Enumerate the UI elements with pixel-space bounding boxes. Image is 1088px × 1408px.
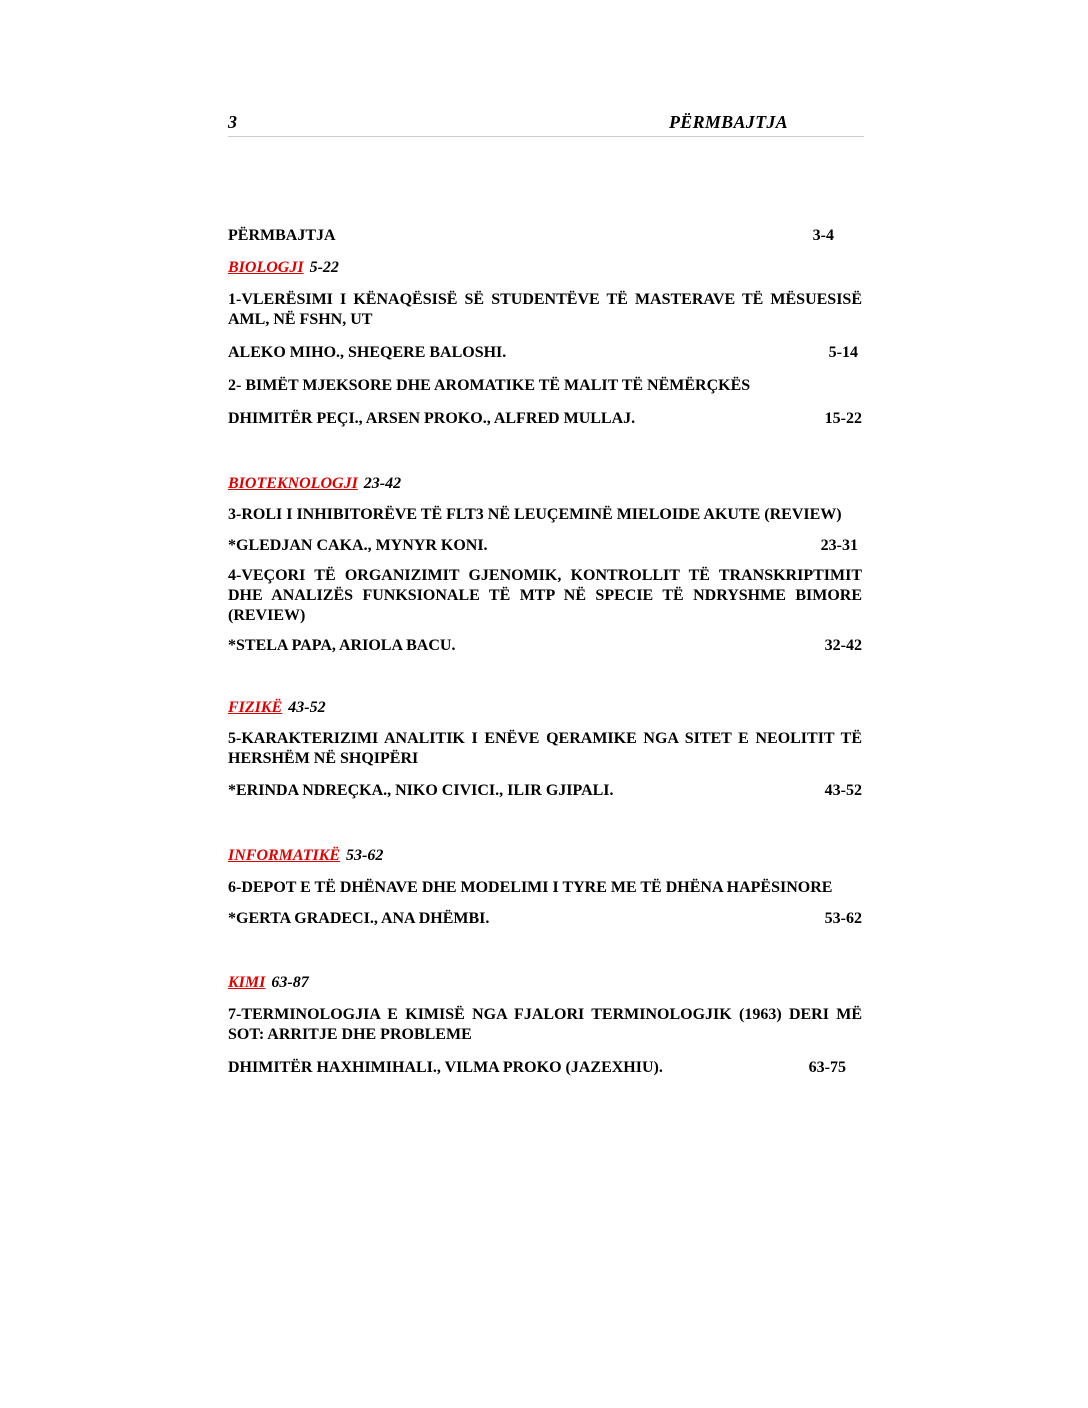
section-range: 53-62: [346, 847, 384, 864]
article-pages: 5-14: [828, 344, 858, 361]
article-authors: *ERINDA NDREÇKA., NIKO CIVICI., ILIR GJIPALI.: [228, 782, 614, 799]
article-byline: [228, 343, 862, 363]
section-heading-informatike: [228, 846, 862, 866]
article-byline: [228, 636, 862, 656]
table-of-contents: [228, 226, 862, 1078]
section-heading-fizike: [228, 698, 862, 718]
article-byline: [228, 409, 862, 429]
article-pages: 15-22: [824, 410, 862, 427]
article-title[interactable]: 4-VEÇORI TË ORGANIZIMIT GJENOMIK, KONTROLLIT TË TRANSKRIPTIMIT DHE ANALIZËS FUNKSIONALE TË MTP NË SPECIE TË NDRYSHME BIMORE (REVIEW): [228, 567, 862, 624]
section-range: 5-22: [309, 259, 339, 276]
article-authors: ALEKO MIHO., SHEQERE BALOSHI.: [228, 344, 507, 361]
running-title: PËRMBAJTJA: [668, 112, 788, 132]
article-pages: 23-31: [820, 537, 858, 554]
section-name: FIZIKË: [228, 699, 283, 716]
article-authors: *STELA PAPA, ARIOLA BACU.: [228, 637, 456, 654]
article-authors: DHIMITËR PEÇI., ARSEN PROKO., ALFRED MULLAJ.: [228, 410, 636, 427]
page-header: [228, 112, 864, 137]
article-pages: 53-62: [824, 910, 862, 927]
article-authors: *GLEDJAN CAKA., MYNYR KONI.: [228, 537, 488, 554]
section-name: BIOLOGJI: [228, 259, 304, 276]
article-byline: [228, 536, 862, 556]
section-heading-biologji: [228, 258, 862, 278]
article-authors: *GERTA GRADECI., ANA DHËMBI.: [228, 910, 490, 927]
section-name: INFORMATIKË: [228, 847, 341, 864]
section-range: 63-87: [271, 974, 309, 991]
section-range: 23-42: [363, 475, 402, 492]
section-name: BIOTEKNOLOGJI: [228, 475, 358, 492]
section-range: 43-52: [288, 699, 326, 716]
article-title[interactable]: 3-ROLI I INHIBITORËVE TË FLT3 NË LEUÇEMINË MIELOIDE AKUTE (REVIEW): [228, 506, 842, 523]
section-heading-kimi: [228, 973, 862, 993]
page-number: 3: [228, 112, 237, 132]
article-pages: 32-42: [824, 637, 862, 654]
section-name: KIMI: [228, 974, 266, 991]
article-byline: [228, 781, 862, 801]
article-byline: [228, 909, 862, 929]
article-title[interactable]: 7-TERMINOLOGJIA E KIMISË NGA FJALORI TERMINOLOGJIK (1963) DERI MË SOT: ARRITJE DHE PROBLEME: [228, 1006, 862, 1043]
toc-top-pages: 3-4: [812, 227, 834, 244]
article-title[interactable]: 2- BIMËT MJEKSORE DHE AROMATIKE TË MALIT TË NËMËRÇKËS: [228, 377, 751, 394]
toc-top-label: PËRMBAJTJA: [228, 227, 336, 244]
article-authors: DHIMITËR HAXHIMIHALI., VILMA PROKO (JAZEXHIU).: [228, 1059, 663, 1076]
article-title[interactable]: 6-DEPOT E TË DHËNAVE DHE MODELIMI I TYRE ME TË DHËNA HAPËSINORE: [228, 879, 833, 896]
article-pages: 43-52: [824, 782, 862, 799]
article-title[interactable]: 1-VLERËSIMI I KËNAQËSISË SË STUDENTËVE TË MASTERAVE TË MËSUESISË AML, NË FSHN, UT: [228, 291, 862, 328]
section-heading-bioteknologji: [228, 474, 862, 494]
article-pages: 63-75: [808, 1059, 846, 1076]
article-title[interactable]: 5-KARAKTERIZIMI ANALITIK I ENËVE QERAMIKE NGA SITET E NEOLITIT TË HERSHËM NË SHQIPËRI: [228, 730, 862, 767]
article-byline: [228, 1058, 862, 1078]
toc-top-entry[interactable]: [228, 226, 862, 246]
